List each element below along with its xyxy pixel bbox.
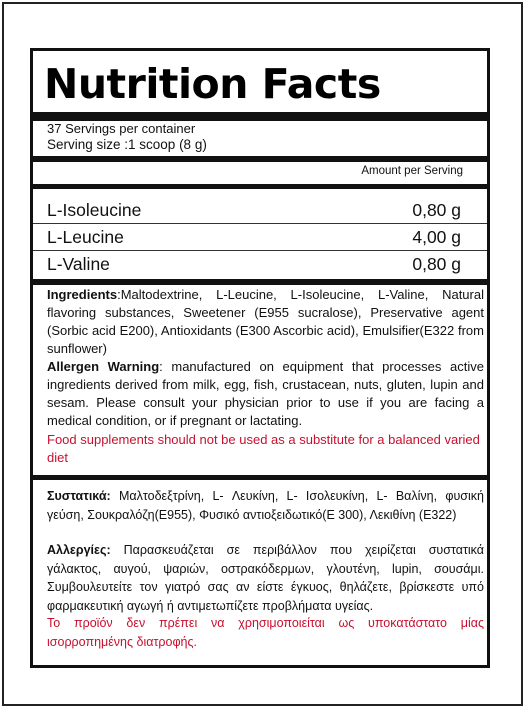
thick-rule-amount xyxy=(33,184,487,189)
nutrient-row xyxy=(47,224,461,250)
nutrient-value: 0,80 g xyxy=(412,200,461,220)
allergen-label: Allergen Warning xyxy=(47,359,160,374)
thick-rule-language xyxy=(33,475,487,480)
greek-ingredients xyxy=(47,487,484,524)
ingredients-label: Ingredients xyxy=(47,287,118,302)
nutrient-value: 0,80 g xyxy=(412,254,461,274)
ingredients-text: :Maltodextrine, L-Leucine, L-Isoleucine, L-Valine, Natural flavoring substances, Sweetener (E955 sucralose), Preservative agent (Sorbic acid E200), Antioxidants (E300 Ascorbic acid), Emulsifier(E322 from sunflower) xyxy=(47,287,484,356)
thick-rule-serving xyxy=(33,156,487,162)
nutrient-row xyxy=(47,251,461,277)
greek-ingredients-text: Μαλτοδεξτρίνη, L- Λευκίνη, L- Ισολευκίνη, L- Βαλίνη, φυσική γεύση, Σουκραλόζη(E955), Φυσικό αντιοξειδωτικό(E 300), Λεκιθίνη (E322) xyxy=(47,489,484,522)
thick-rule-nutrients xyxy=(33,279,487,285)
nutrient-name: L-Isoleucine xyxy=(47,200,142,220)
english-ingredients xyxy=(47,286,484,358)
nutrient-value: 4,00 g xyxy=(412,227,461,247)
greek-allergen-warning xyxy=(47,541,484,615)
english-supplement-warning: Food supplements should not be used as a substitute for a balanced varied diet xyxy=(47,432,480,465)
greek-ingredients-label: Συστατικά: xyxy=(47,489,111,503)
greek-allergen-text: Παρασκευάζεται σε περιβάλλον που χειρίζεται συστατικά γάλακτος, αυγού, ψαριών, οστρακόδερμων, γλουτένη, lupin, σουσάμι. Συμβουλευτείτε τον γιατρό σας αν είστε έγκυος, θηλάζετε, βρίσκεστε υπό φαρμακευτική αγωγή ή αντιμετωπίζετε προβλήματα υγείας. xyxy=(47,543,484,613)
nutrition-facts-title: Nutrition Facts xyxy=(44,60,381,108)
english-allergen-warning xyxy=(47,358,484,430)
greek-supplement-warning: Το προϊόν δεν πρέπει να χρησιμοποιείται ως υποκατάστατο μίας ισορροπημένης διατροφής. xyxy=(47,616,484,649)
nutrient-name: L-Leucine xyxy=(47,227,124,247)
greek-allergen-label: Αλλεργίες: xyxy=(47,543,111,557)
serving-size: Serving size :1 scoop (8 g) xyxy=(47,137,207,152)
thick-rule-top xyxy=(33,112,487,121)
nutrient-name: L-Valine xyxy=(47,254,110,274)
allergen-text: : manufactured on equipment that processes active ingredients derived from milk, egg, fish, crustacean, nuts, gluten, lupin and sesam. Please consult your physician prior to use if you are facing a medical condition, or if pregnant or lactating. xyxy=(47,359,484,428)
servings-per-container: 37 Servings per container xyxy=(47,121,196,136)
nutrient-row xyxy=(47,197,461,223)
amount-per-serving-header: Amount per Serving xyxy=(361,165,463,177)
